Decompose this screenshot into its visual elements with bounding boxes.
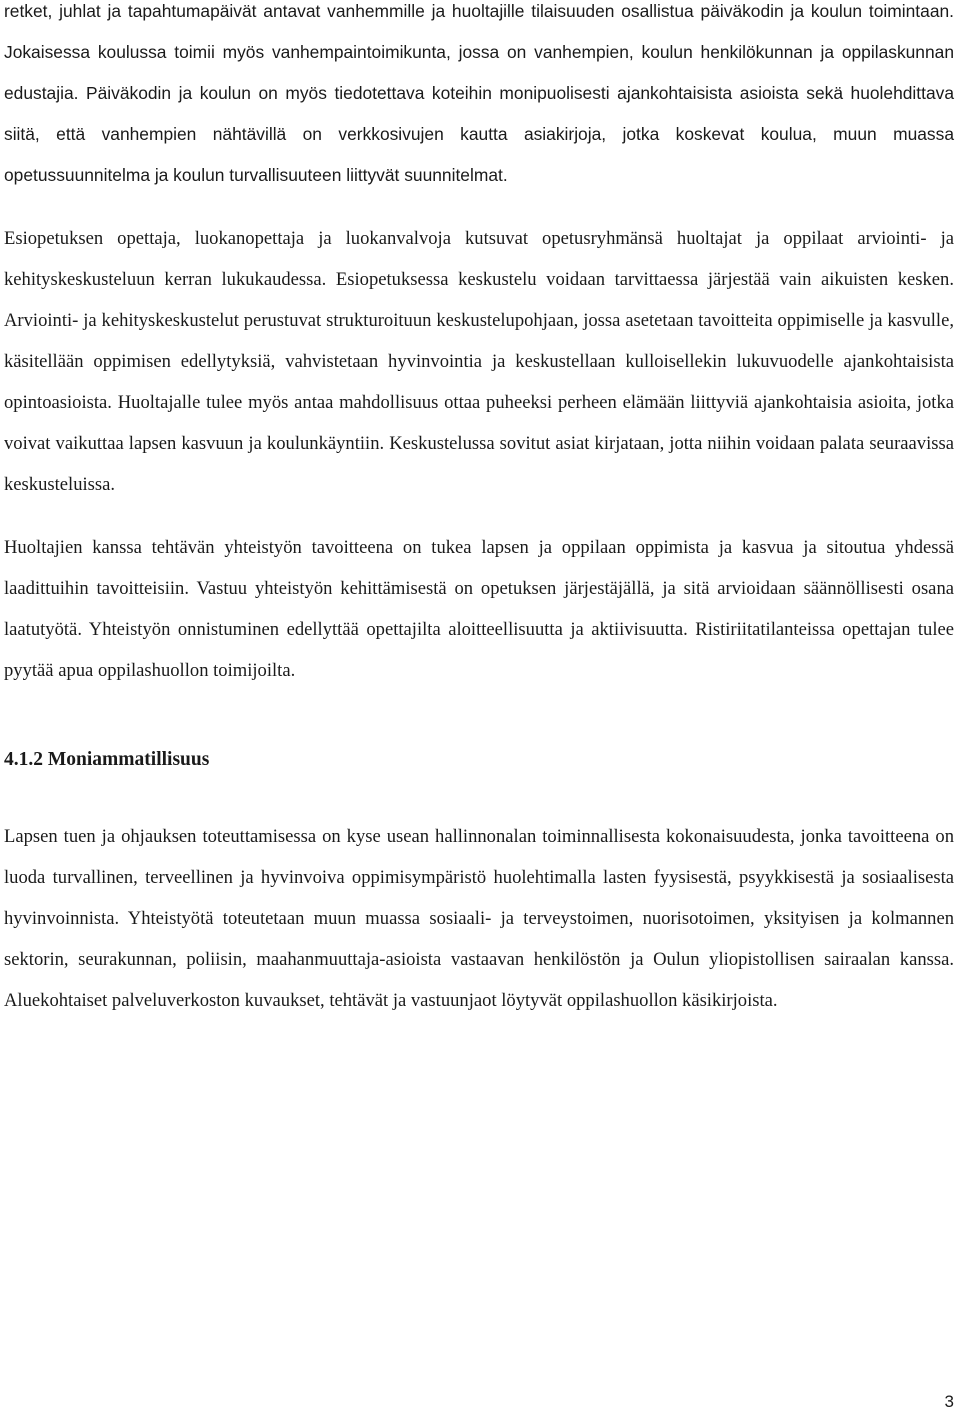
paragraph-parent-participation-part1: retket, juhlat ja tapahtumapäivät antavat vanhemmille ja huoltajille tilaisuuden osallistua päiväkodin ja koulun toimintaan. Jokaisessa koulussa toimii myös vanhempaintoimikunta, jossa on vanhempien, koulun henkilökunnan ja oppilaskunnan edustajia. — [4, 1, 954, 103]
paragraph-assessment-discussions: Esiopetuksen opettaja, luokanopettaja ja luokanvalvoja kutsuvat opetusryhmänsä huoltajat ja oppilaat arviointi- ja kehityskeskusteluun kerran lukukaudessa. Esiopetuksessa keskustelu voidaan tarvittaessa järjestää vain aikuisten kesken. Arviointi- ja kehityskeskustelut perustuvat strukturoituun keskustelupohjaan, jossa asetetaan tavoitteita oppimiselle ja kasvulle, käsitellään oppimisen edellytyksiä, vahvistetaan hyvinvointia ja keskustellaan kulloisellekin lukuvuodelle ajankohtaisista opintoasioista. Huoltajalle tulee myös antaa mahdollisuus ottaa puheeksi perheen elämään liittyviä ajankohtaisia asioita, jotka voivat vaikuttaa lapsen kasvuun ja koulunkäyntiin. Keskustelussa sovitut asiat kirjataan, jotta niihin voidaan palata seuraavissa keskusteluissa. — [4, 228, 954, 495]
paragraph-multiprofessional: Lapsen tuen ja ohjauksen toteuttamisessa on kyse usean hallinnonalan toiminnallisesta kokonaisuudesta, jonka tavoitteena on luoda turvallinen, terveellinen ja hyvinvoiva oppimisympäristö huolehtimalla lasten fyysisestä, psyykkisestä ja sosiaalisesta hyvinvoinnista. Yhteistyötä toteutetaan muun muassa sosiaali- ja terveystoimen, nuorisotoimen, yksityisen ja kolmannen sektorin, seurakunnan, poliisin, maahanmuuttaja-asioista vastaavan henkilöstön ja Oulun yliopistollisen sairaalan kanssa. Aluekohtaiset palveluverkoston kuvaukset, tehtävät ja vastuunjaot löytyvät oppilashuollon käsikirjoista. — [4, 826, 954, 1011]
section-heading: 4.1.2 Moniammatillisuus — [4, 749, 210, 770]
paragraph-cooperation-goals: Huoltajien kanssa tehtävän yhteistyön tavoitteena on tukea lapsen ja oppilaan oppimista ja kasvua ja sitoutua yhdessä laadittuihin tavoitteisiin. Vastuu yhteistyön kehittämisestä on opetuksen järjestäjällä, ja sitä arvioidaan säännöllisesti osana laatutyötä. Yhteistyön onnistuminen edellyttää opettajilta aloitteellisuutta ja aktiivisuutta. Ristiriitatilanteissa opettajan tulee pyytää apua oppilashuollon toimijoilta. — [4, 537, 954, 681]
paragraph-parent-participation-part2: Päiväkodin ja koulun on myös tiedotettava koteihin monipuolisesti ajankohtaisista asioista sekä huolehdittava siitä, että vanhempien nähtävillä on verkkosivujen kautta asiakirjoja, jotka koskevat koulua, muun muassa opetussuunnitelma ja koulun turvallisuuteen liittyvät suunnitelmat. — [4, 83, 954, 185]
page-number: 3 — [944, 1392, 954, 1411]
document-page — [4, 0, 954, 1021]
paragraph-parent-participation — [4, 0, 954, 196]
